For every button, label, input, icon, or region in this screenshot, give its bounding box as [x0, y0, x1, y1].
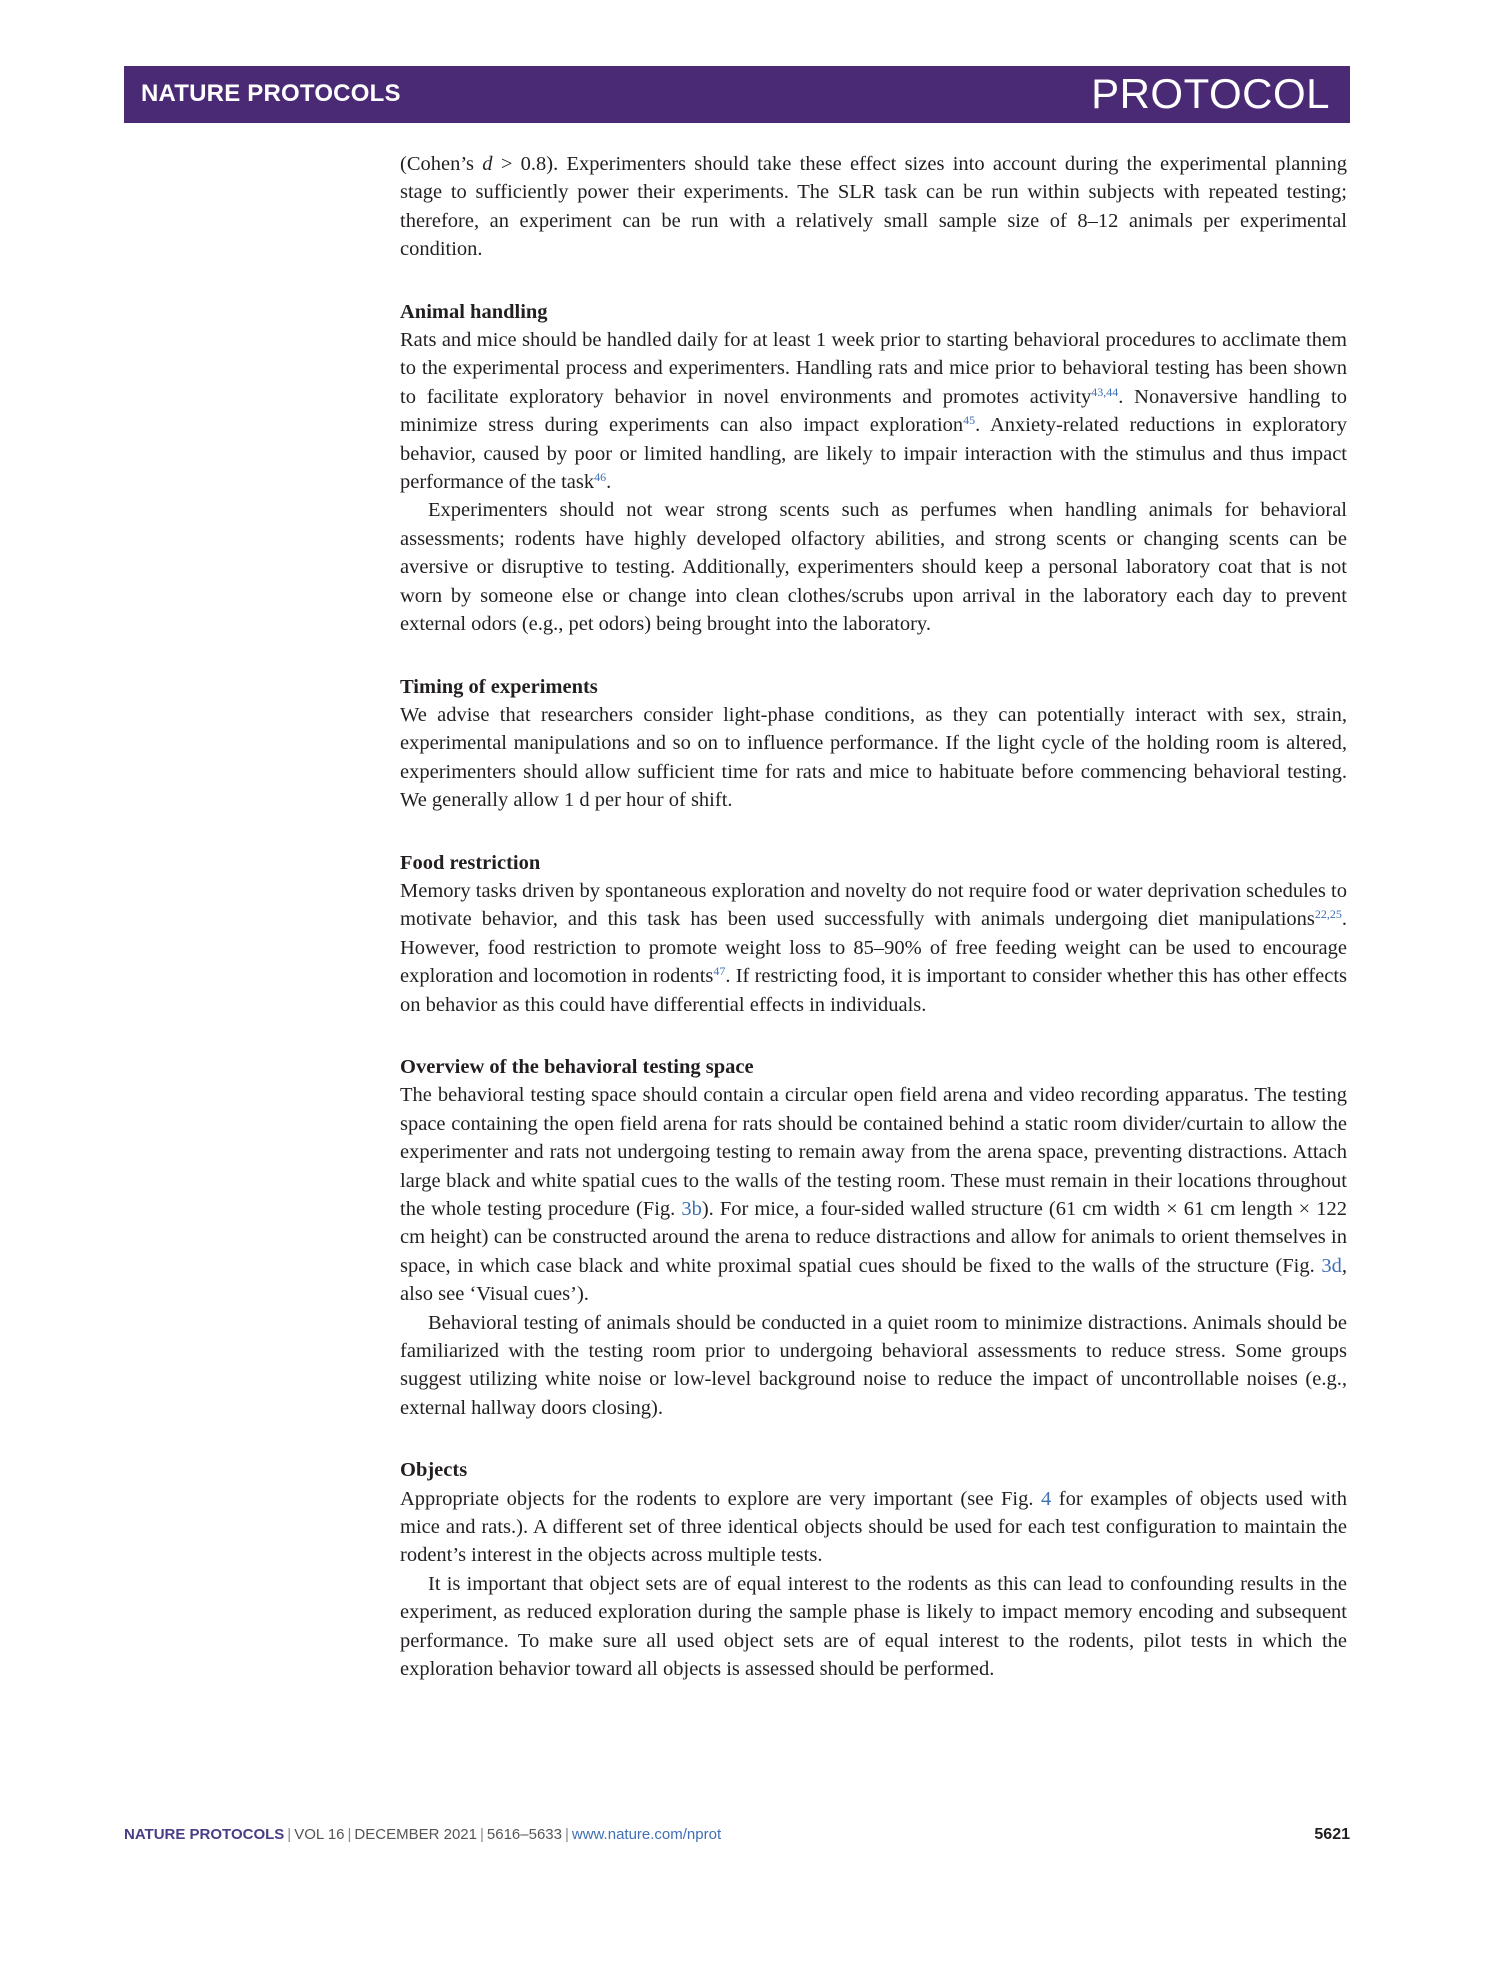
intro-paragraph: (Cohen’s d > 0.8). Experimenters should take these effect sizes into account during the experimental planning stage to sufficiently power their experiments. The SLR task can be run within subjects with repeated testing; therefore, an experiment can be run with a relatively small sample size of 8–12 animals per experimental condition.	[400, 153, 1347, 261]
figure-link[interactable]: 4	[1041, 1487, 1052, 1510]
figure-link[interactable]: 3d	[1321, 1254, 1342, 1277]
footer-url-link[interactable]: www.nature.com/nprot	[571, 1826, 722, 1843]
section-heading: Timing of experiments	[400, 675, 598, 698]
paragraph: Memory tasks driven by spontaneous exploration and novelty do not require food or water deprivation schedules to motivate behavior, and this task has been used successfully with animals undergoing diet manipulations$^{22,25}$. However, food restriction to promote weight loss to 85–90% of free feeding weight can be used to encourage exploration and locomotion in rodents$^{47}$. If restricting food, it is important to consider whether this has other effects on behavior as this could have differential effects in individuals.	[400, 879, 1347, 1016]
section-heading: Food restriction	[400, 851, 541, 874]
section-objects	[400, 1456, 1347, 1683]
footer-date: DECEMBER 2021	[354, 1826, 477, 1843]
page-footer: NATURE PROTOCOLS | VOL 16 | DECEMBER 2021 | 5616–5633 | www.nature.com/nprot 5621	[124, 1826, 1350, 1843]
citation-link[interactable]: 47	[713, 964, 726, 979]
section-animal-handling	[400, 298, 1347, 639]
paragraph: Appropriate objects for the rodents to explore are very important (see Fig. 4 for examples of objects used with mice and rats.). A different set of three identical objects should be used for each test configuration to maintain the rodent’s interest in the objects across multiple tests.	[400, 1487, 1348, 1567]
paragraph: Rats and mice should be handled daily for at least 1 week prior to starting behavioral procedures to acclimate them to the experimental process and experimenters. Handling rats and mice prior to behavioral testing has been shown to facilitate exploratory behavior in novel environments and promotes activity$^{43,44}$. Nonaversive handling to minimize stress during experiments can also impact exploration$^{45}$. Anxiety-related reductions in exploratory behavior, caused by poor or limited handling, are likely to impair interaction with the stimulus and thus impact performance of the task$^{46}$.	[400, 329, 1347, 494]
figure-link[interactable]: 3b	[681, 1198, 702, 1220]
paragraph: Experimenters should not wear strong scents such as perfumes when handling animals for behavioral assessments; rodents have highly developed olfactory abilities, and strong scents or changing scents can be aversive or disruptive to testing. Additionally, experimenters should keep a personal laboratory coat that is not worn by someone else or change into clean clothes/scrubs upon arrival in the laboratory each day to prevent external odors (e.g., pet odors) being brought into the laboratory.	[400, 499, 1347, 636]
section-heading: Animal handling	[400, 300, 548, 323]
journal-name: NATURE PROTOCOLS	[141, 80, 401, 107]
section-food-restriction	[400, 849, 1347, 1019]
citation-link[interactable]: 45	[963, 413, 976, 428]
citation-link[interactable]: 43,44	[1091, 384, 1119, 399]
article-body	[400, 150, 1347, 1684]
paragraph: We advise that researchers consider light-phase conditions, as they can potentially interact with sex, strain, experimental manipulations and so on to influence performance. If the light cycle of the holding room is altered, experimenters should allow sufficient time for rats and mice to habituate before commencing behavioral testing. We generally allow 1 d per hour of shift.	[400, 703, 1347, 812]
paragraph: It is important that object sets are of equal interest to the rodents as this can lead to confounding results in the experiment, as reduced exploration during the sample phase is likely to impact memory encoding and subsequent performance. To make sure all used object sets are of equal interest to the rodents, pilot tests in which the exploration behavior toward all objects is assessed should be performed.	[400, 1572, 1347, 1681]
citation-link[interactable]: 46	[594, 470, 607, 485]
footer-pages: 5616–5633	[486, 1826, 562, 1843]
page-header	[124, 66, 1350, 123]
footer-volume: VOL 16	[294, 1826, 345, 1843]
paragraph: Behavioral testing of animals should be conducted in a quiet room to minimize distractions. Animals should be familiarized with the testing room prior to undergoing behavioral assessments to reduce stress. Some groups suggest utilizing white noise or low-level background noise to reduce the impact of uncontrollable noises (e.g., external hallway doors closing).	[400, 1311, 1347, 1419]
section-testing-space	[400, 1053, 1347, 1422]
paragraph: The behavioral testing space should contain a circular open field arena and video recording apparatus. The testing space containing the open field arena for rats should be contained behind a static room divider/curtain to allow the experimenter and rats not undergoing testing to remain away from the arena space, preventing distractions. Attach large black and white spatial cues to the walls of the testing room. These must remain in their locations throughout the whole testing procedure (Fig. 3b). For mice, a four-sided walled structure (61 cm width × 61 cm length × 122 cm height) can be constructed around the arena to reduce distractions and allow for animals to orient themselves in space, in which case black and white proximal spatial cues should be fixed to the walls of the structure (Fig. 3d, also see ‘Visual cues’).	[400, 1084, 1347, 1306]
section-timing	[400, 673, 1347, 815]
page-number: 5621	[1314, 1826, 1350, 1843]
article-type: PROTOCOL	[1091, 70, 1330, 117]
citation-link[interactable]: 22,25	[1314, 907, 1342, 922]
footer-journal: NATURE PROTOCOLS	[124, 1826, 285, 1843]
section-heading: Overview of the behavioral testing space	[400, 1055, 754, 1078]
section-heading: Objects	[400, 1459, 468, 1482]
